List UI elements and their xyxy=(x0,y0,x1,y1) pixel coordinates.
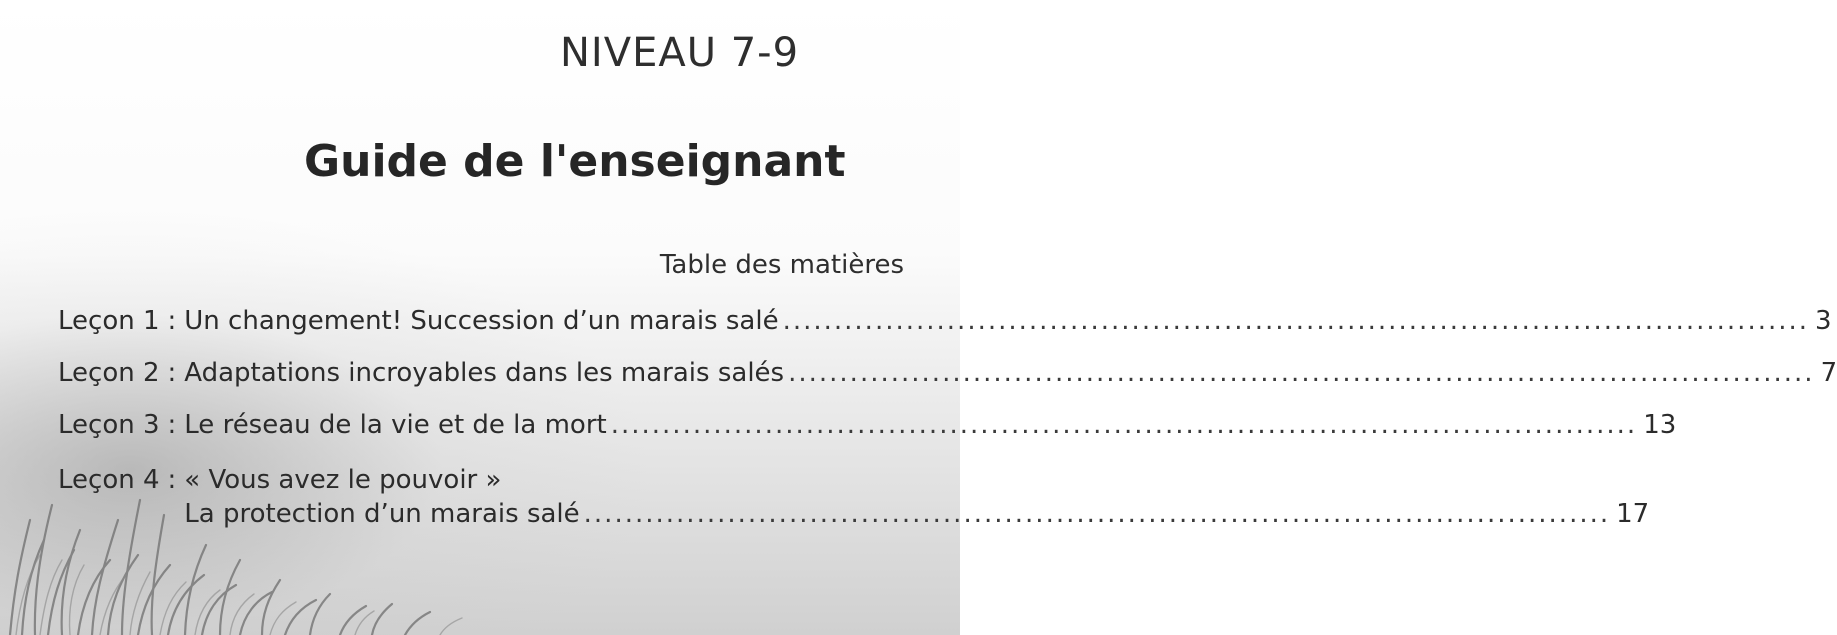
toc-dot-leader: .................................................................................................... xyxy=(610,410,1638,440)
toc-separator: : xyxy=(167,410,177,440)
toc-dot-leader: .................................................................................................... xyxy=(782,306,1810,336)
toc-lesson-title: Adaptations incroyables dans les marais salés xyxy=(184,358,785,388)
toc-separator: : xyxy=(167,358,177,388)
toc-dot-leader: .................................................................................................... xyxy=(788,358,1815,388)
toc-lesson-label: Leçon 4 xyxy=(58,465,160,495)
toc-lesson-title: Un changement! Succession d’un marais salé xyxy=(184,306,779,336)
toc-entry-lesson-2[interactable] xyxy=(58,358,1837,388)
toc-page-number: 7 xyxy=(1820,358,1837,388)
toc-entry-lesson-1[interactable] xyxy=(58,306,1832,336)
toc-heading: Table des matières xyxy=(659,250,904,280)
toc-page-number: 13 xyxy=(1643,410,1677,440)
toc-lesson-label: Leçon 1 xyxy=(58,306,160,336)
toc-page-number: 17 xyxy=(1616,499,1650,529)
toc-separator: : xyxy=(167,306,177,336)
toc-dot-leader: .................................................................................................... xyxy=(583,499,1611,529)
toc-lesson-label: Leçon 3 xyxy=(58,410,160,440)
toc-entry-lesson-3[interactable] xyxy=(58,410,1677,440)
toc-lesson-label: Leçon 2 xyxy=(58,358,160,388)
toc-lesson-title: Le réseau de la vie et de la mort xyxy=(184,410,607,440)
toc-entry-lesson-4[interactable] xyxy=(58,465,904,495)
toc-page-number: 3 xyxy=(1815,306,1832,336)
level-label: NIVEAU 7-9 xyxy=(560,30,800,76)
page-title: Guide de l'enseignant xyxy=(304,136,846,187)
toc-lesson-subtitle: La protection d’un marais salé xyxy=(184,499,580,529)
toc-entry-lesson-4-continued[interactable] xyxy=(58,499,1650,529)
toc-lesson-title: « Vous avez le pouvoir » xyxy=(184,465,502,495)
toc-separator: : xyxy=(167,465,177,495)
